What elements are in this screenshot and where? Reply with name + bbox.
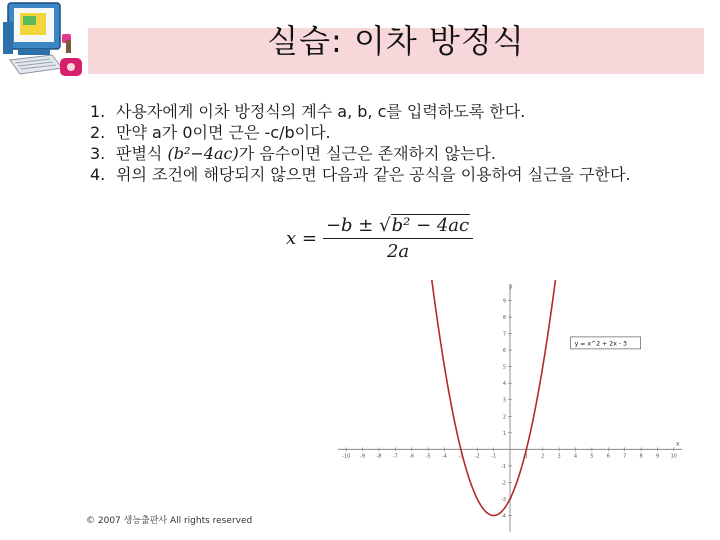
parabola-curve bbox=[425, 280, 563, 515]
formula-numerator: −b ± √b² − 4ac bbox=[323, 215, 473, 239]
x-tick-label: 7 bbox=[623, 453, 627, 460]
y-tick-label: -4 bbox=[501, 513, 506, 520]
y-tick-label: 4 bbox=[502, 381, 506, 388]
list-item: 4. 위의 조건에 해당되지 않으면 다음과 같은 공식을 이용하여 실근을 구한다. bbox=[90, 165, 631, 184]
discriminant-expression: (b²−4ac) bbox=[167, 144, 239, 163]
x-tick-label: 9 bbox=[655, 453, 660, 460]
y-tick-label: 5 bbox=[502, 364, 506, 371]
copyright-footer: © 2007 생능출판사 All rights reserved bbox=[86, 516, 253, 526]
formula-denominator: 2a bbox=[386, 240, 410, 262]
x-tick-label: 5 bbox=[590, 453, 594, 460]
y-tick-label: 6 bbox=[502, 348, 506, 355]
slide-title: 실습: 이차 방정식 bbox=[267, 22, 525, 60]
x-tick-label: -3 bbox=[458, 453, 464, 460]
x-tick-label: -10 bbox=[342, 453, 351, 460]
y-tick-label: 7 bbox=[502, 331, 506, 338]
x-tick-label: -2 bbox=[474, 453, 480, 460]
x-tick-label: -5 bbox=[425, 453, 431, 460]
x-tick-label: 6 bbox=[606, 453, 610, 460]
formula-fraction bbox=[323, 215, 473, 262]
x-tick-label: -9 bbox=[360, 453, 366, 460]
y-tick-label: 2 bbox=[502, 414, 506, 421]
x-axis-label: x bbox=[676, 440, 680, 448]
title-bar bbox=[88, 22, 704, 74]
y-tick-label: -3 bbox=[501, 496, 506, 503]
x-tick-label: 10 bbox=[670, 453, 677, 460]
steps-list bbox=[84, 101, 664, 185]
parabola-graph bbox=[334, 280, 686, 536]
list-item: 3. 판별식 (b²−4ac)가 음수이면 실근은 존재하지 않는다. bbox=[90, 144, 496, 163]
legend-label: y = x^2 + 2x - 3 bbox=[574, 340, 628, 348]
y-tick-label: 1 bbox=[502, 430, 506, 437]
y-tick-label: 8 bbox=[502, 315, 506, 322]
y-tick-label: 3 bbox=[502, 397, 506, 404]
y-tick-label: -1 bbox=[501, 463, 506, 470]
y-tick-label: -2 bbox=[501, 480, 506, 487]
x-tick-label: 4 bbox=[573, 453, 578, 460]
x-tick-label: -8 bbox=[376, 453, 382, 460]
formula-radicand: b² − 4ac bbox=[391, 214, 470, 236]
x-tick-label: 1 bbox=[524, 453, 528, 460]
x-tick-label: 2 bbox=[541, 453, 545, 460]
radical-sign-icon: √ bbox=[379, 214, 391, 236]
list-item: 2. 만약 a가 0이면 근은 -c/b이다. bbox=[90, 123, 331, 142]
x-tick-label: -1 bbox=[491, 453, 497, 460]
computer-logo-icon bbox=[0, 0, 88, 82]
list-item: 1. 사용자에게 이차 방정식의 계수 a, b, c를 입력하도록 한다. bbox=[90, 102, 526, 121]
x-tick-label: 3 bbox=[557, 453, 561, 460]
formula-lhs: x = bbox=[286, 227, 317, 249]
quadratic-formula bbox=[286, 212, 473, 264]
y-tick-label: 9 bbox=[502, 298, 506, 305]
y-axis-label: y bbox=[509, 283, 513, 290]
x-tick-label: 8 bbox=[639, 453, 643, 460]
x-tick-label: -7 bbox=[392, 453, 398, 460]
x-tick-label: -6 bbox=[409, 453, 415, 460]
x-tick-label: -4 bbox=[441, 453, 447, 460]
